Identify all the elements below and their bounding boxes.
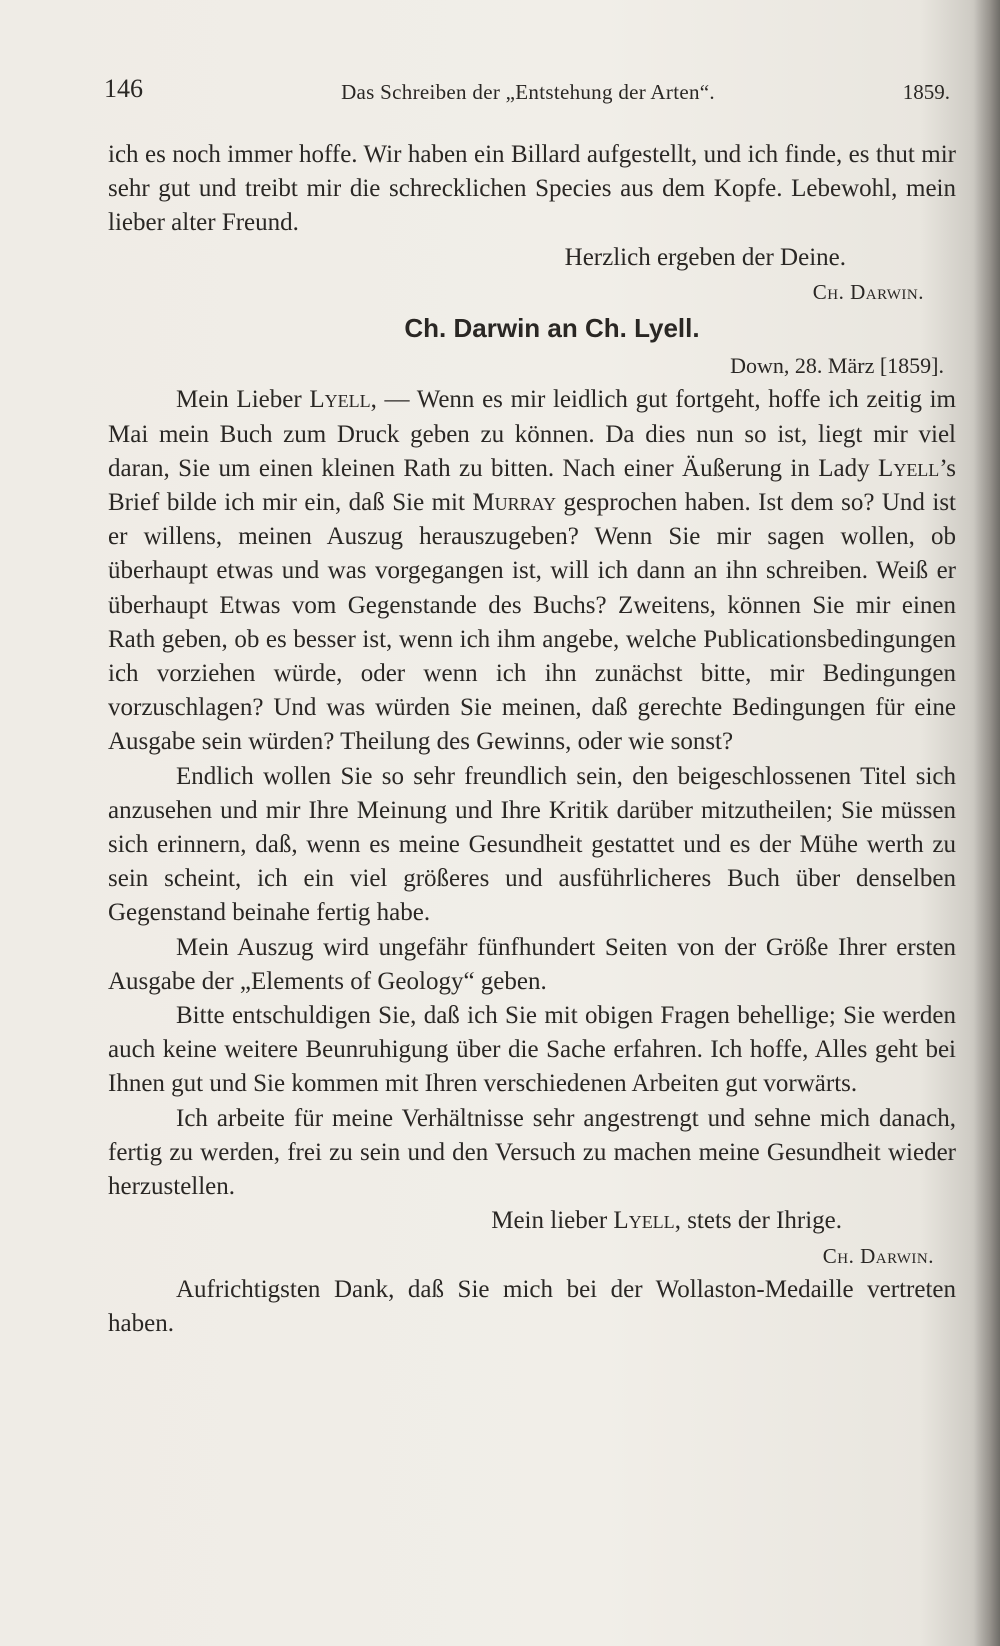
name-lyell: Lyell (613, 1207, 675, 1235)
letter-paragraph-5: Ich arbeite für meine Verhältnisse sehr angestrengt und sehne mich danach, fertig zu werden, frei zu sein und den Versuch zu machen meine Gesundheit wieder herzustellen. (108, 1104, 956, 1201)
letter-paragraph-3: Mein Auszug wird ungefähr fünfhundert Seiten von der Größe Ihrer ersten Ausgabe der „Elements of Geology“ geben. (108, 933, 956, 995)
postscript: Aufrichtigsten Dank, daß Sie mich bei der Wollaston-Medaille vertreten haben. (108, 1275, 956, 1337)
letter-heading: Ch. Darwin an Ch. Lyell. (404, 313, 700, 344)
page-body (108, 138, 956, 1341)
letter-paragraph-1: Mein Lieber Lyell, — Wenn es mir leidlich gut fortgeht, hoffe ich zeitig im Mai mein Buch zum Druck geben zu können. Da dies nun so ist, liegt mir viel daran, Sie um einen kleinen Rath zu bitten. Nach einer Äußerung in Lady Lyell’s Brief bilde ich mir ein, daß Sie mit Murray gesprochen haben. Ist dem so? Und ist er willens, meinen Auszug herauszugeben? Wenn Sie mir sagen wollen, ob überhaupt etwas und was vorgegangen ist, will ich dann an ihn schreiben. Weiß er überhaupt Etwas vom Gegenstande des Buchs? Zweitens, können Sie mir einen Rath geben, ob es besser ist, wenn ich ihm angebe, welche Publicationsbedingungen ich vorziehen würde, oder wenn ich ihn zunächst bitte, mir Bedingungen vorzuschlagen? Und was würden Sie meinen, daß gerechte Bedingungen für eine Ausgabe sein würden? Theilung des Gewinns, oder wie sonst? (108, 386, 956, 756)
name-lyell: Lyell (878, 454, 940, 482)
letter-paragraph-4: Bitte entschuldigen Sie, daß ich Sie mit obigen Fragen behellige; Sie werden auch keine weitere Beunruhigung über die Sache erfahren. Ich hoffe, Alles geht bei Ihnen gut und Sie kommen mit Ihren verschiedenen Arbeiten gut vorwärts. (108, 1002, 956, 1098)
letter-signature: Ch. Darwin. (822, 1243, 934, 1268)
page-header (104, 74, 952, 114)
letter1-closing: Herzlich ergeben der Deine. (564, 243, 846, 271)
letter1-signature: Ch. Darwin. (812, 279, 924, 304)
header-year: 1859. (902, 80, 950, 104)
running-title: Das Schreiben der „Entstehung der Arten“. (341, 80, 715, 104)
letter-paragraph-2: Endlich wollen Sie so sehr freundlich sein, den beigeschlossenen Titel sich anzusehen und mir Ihre Meinung und Ihre Kritik darüber mitzutheilen; Sie müssen sich erinnern, daß, wenn es meine Gesundheit gestattet und es der Mühe werth zu sein scheint, ich ein viel größeres und ausführlicheres Buch über denselben Gegenstand beinahe fertig habe. (108, 762, 956, 927)
name-murray: Murray (472, 489, 556, 517)
page-edge-shadow (974, 0, 1000, 1646)
letter-dateline: Down, 28. März [1859]. (730, 353, 944, 379)
page-number: 146 (104, 74, 143, 103)
letter-closing: Mein lieber Lyell, stets der Ihrige. (491, 1207, 842, 1235)
letter1-final-paragraph: ich es noch immer hoffe. Wir haben ein Billard aufgestellt, und ich finde, es thut mir sehr gut und treibt mir die schrecklichen Species aus dem Kopfe. Lebewohl, mein lieber alter Freund. (108, 141, 956, 237)
name-lyell: Lyell (309, 386, 371, 414)
